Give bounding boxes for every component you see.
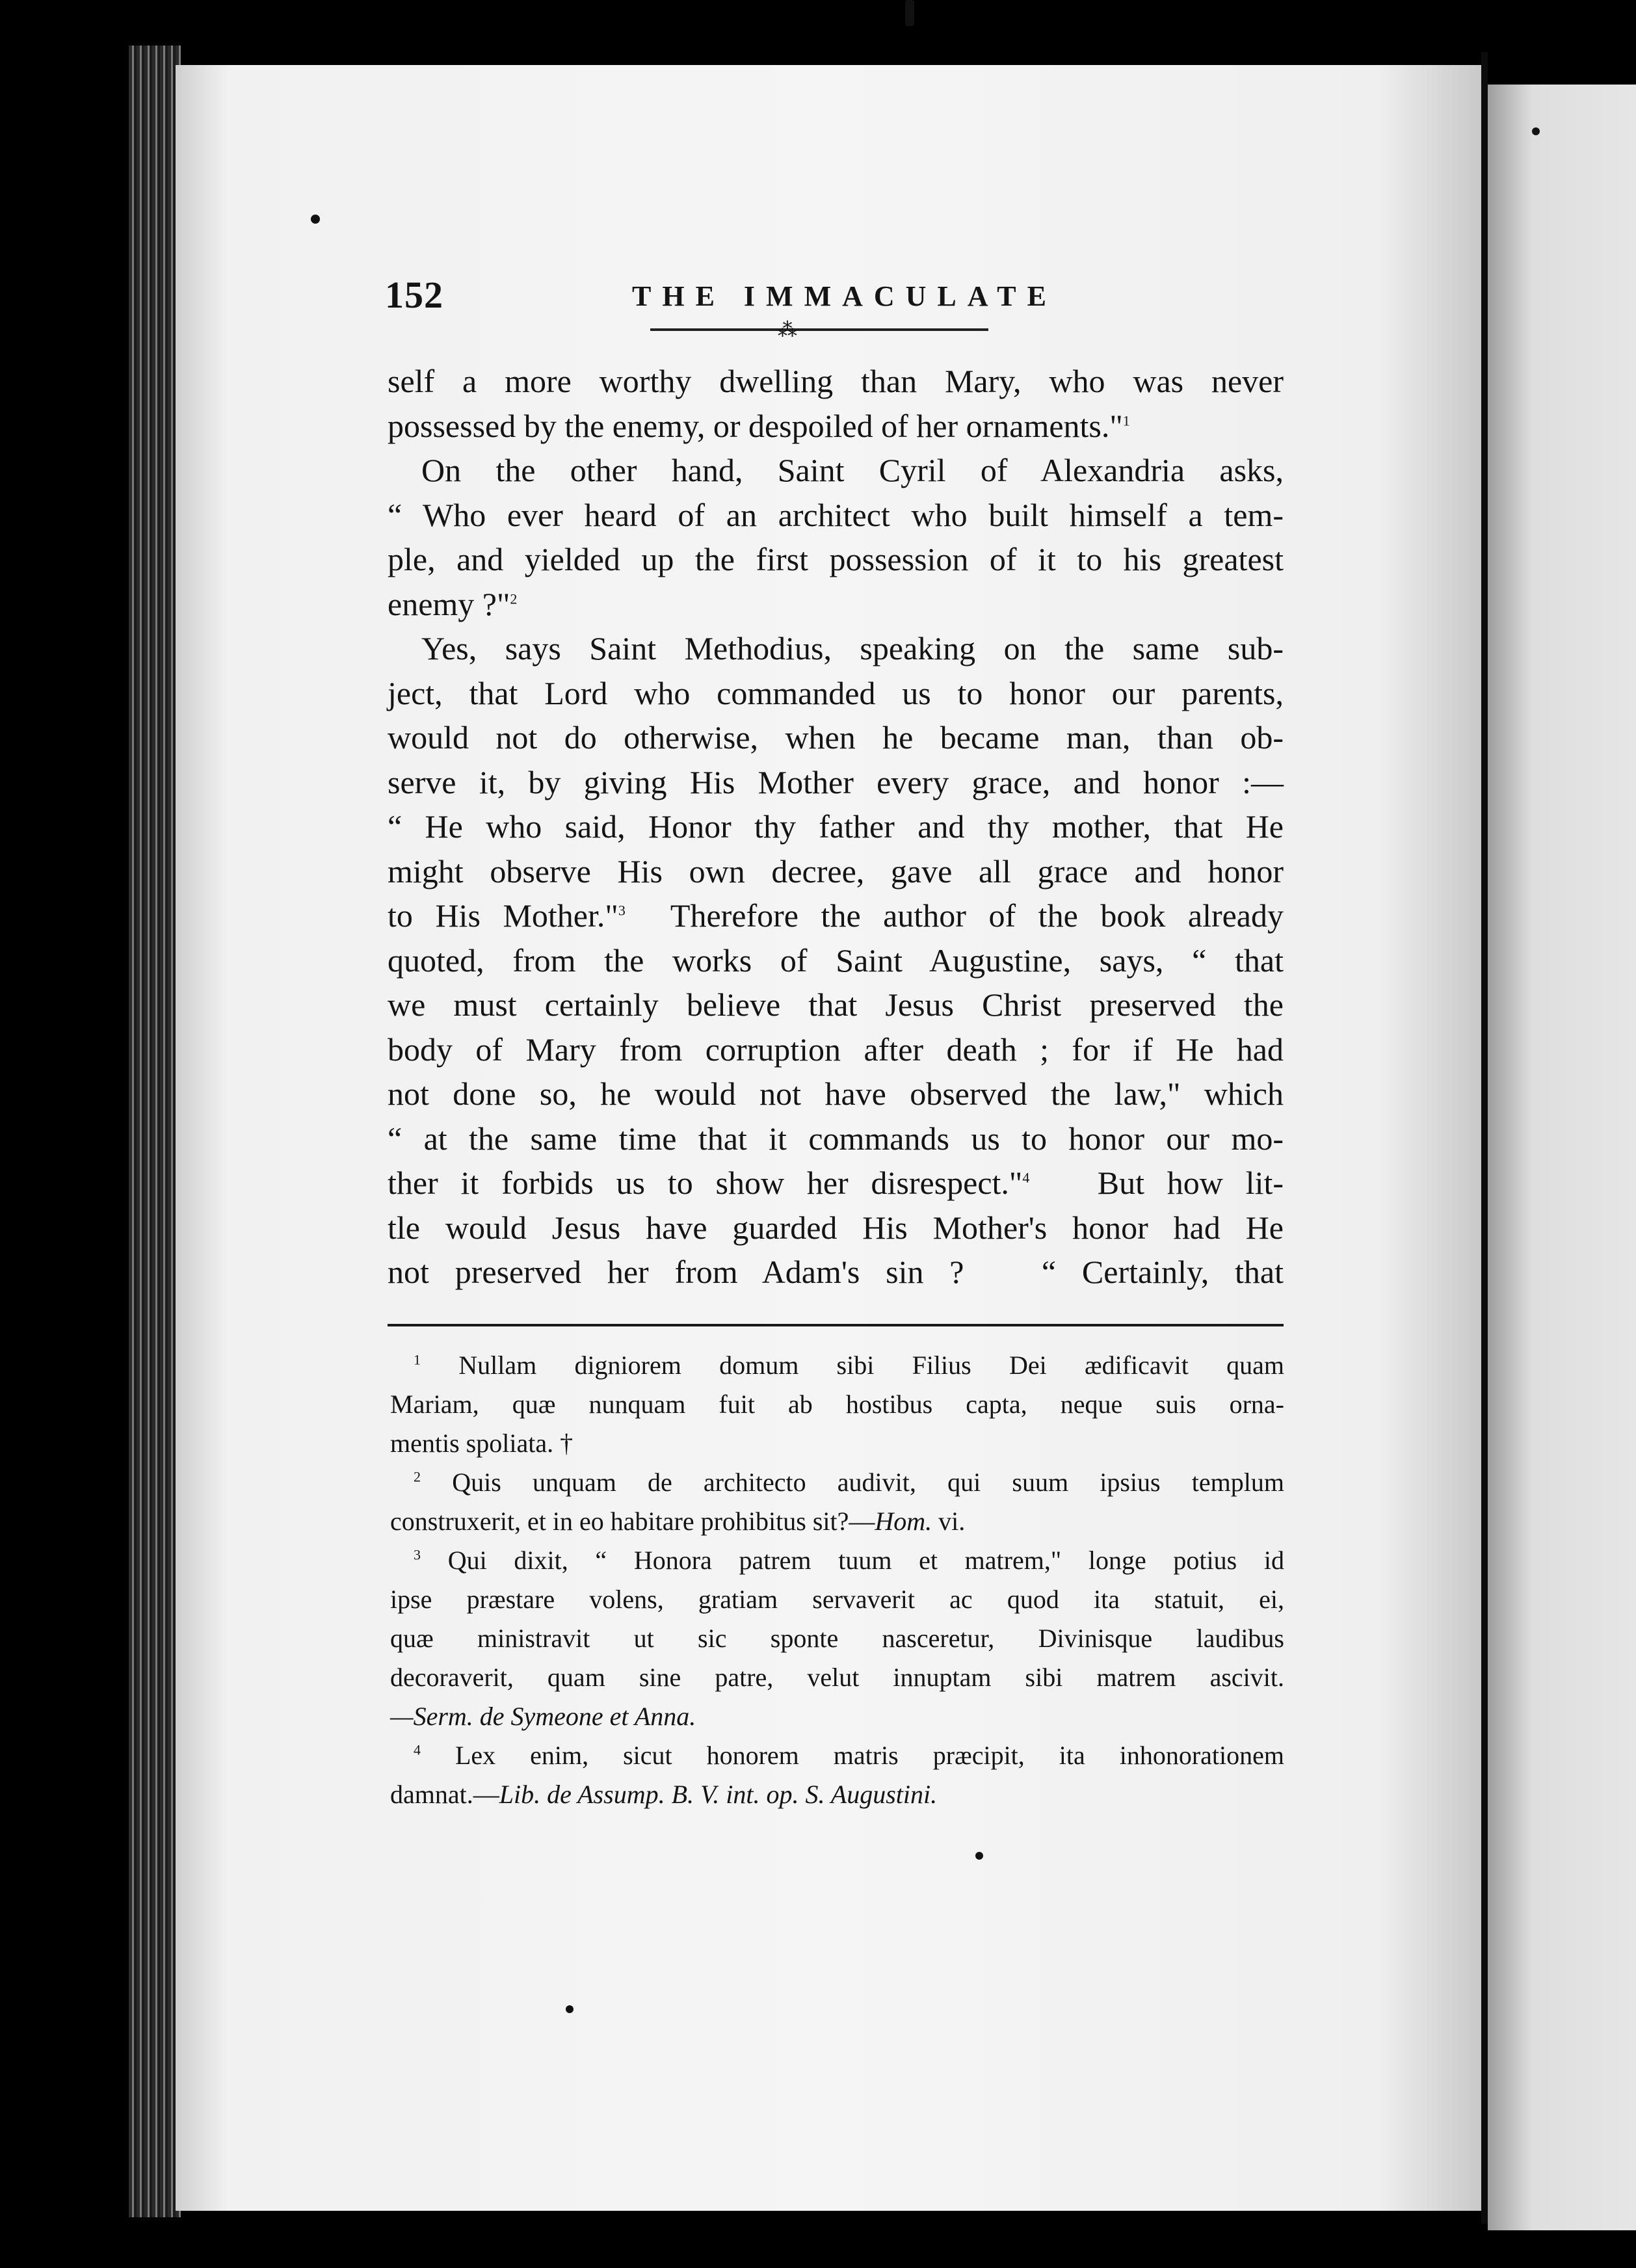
text-line: serve it, by giving His Mother every grace, and honor :— [388, 763, 1284, 800]
text-line: tle would Jesus have guarded His Mother's honor had He [388, 1209, 1284, 1246]
footnote-line: damnat.—Lib. de Assump. B. V. int. op. S. Augustini. [390, 1780, 938, 1809]
text-line: On the other hand, Saint Cyril of Alexandria asks, [421, 452, 1284, 488]
text-line: “ He who said, Honor thy father and thy mother, that He [388, 808, 1284, 845]
text-line: might observe His own decree, gave all grace and honor [388, 852, 1284, 890]
page-number: 152 [385, 274, 443, 316]
footnote-number: 1 [414, 1351, 421, 1368]
text-line: body of Mary from corruption after death ; for if He had [388, 1031, 1284, 1068]
header-ornament: ⁂ [778, 319, 797, 341]
running-head: THE IMMACULATE [632, 280, 1057, 312]
footnote-source: Hom. [875, 1507, 932, 1536]
note-mark: 1 [1122, 412, 1130, 429]
book-gutter [1481, 52, 1488, 2224]
footnote-line: construxerit, et in eo habitare prohibitus sit?—Hom. vi. [390, 1507, 966, 1536]
note-mark: 3 [618, 902, 626, 919]
text-line: to His Mother."$^3$ Therefore the author of the book already [388, 897, 1284, 934]
footnote-number: 4 [414, 1741, 421, 1758]
footnote-1: $^1$ Nullam digniorem domum sibi Filius Dei ædificavit quam [414, 1351, 1284, 1380]
text-line: quoted, from the works of Saint Augustine, says, “ that [388, 942, 1284, 979]
page-header [385, 273, 1282, 325]
text-line: we must certainly believe that Jesus Christ preserved the [388, 986, 1284, 1023]
footnote-line: Mariam, quæ nunquam fuit ab hostibus capta, neque suis orna- [390, 1390, 1284, 1419]
header-rule [650, 328, 988, 331]
ink-speck [975, 1852, 983, 1860]
note-mark: 2 [510, 590, 518, 607]
text-line: possessed by the enemy, or despoiled of her ornaments."$^1$ [388, 407, 1130, 444]
text-line: Yes, says Saint Methodius, speaking on the same sub- [421, 630, 1284, 666]
book-page-edges [129, 46, 181, 2217]
text-line: not preserved her from Adam's sin ? “ Certainly, that [388, 1254, 1284, 1290]
ink-speck [1532, 127, 1540, 135]
footnote-line [390, 1697, 1284, 1736]
footnote-source: Lib. de Assump. B. V. int. op. S. Augustini. [499, 1780, 938, 1809]
text-line: self a more worthy dwelling than Mary, who was never [388, 363, 1284, 399]
footnote-line: ipse præstare volens, gratiam servaverit ac quod ita statuit, ei, [390, 1585, 1284, 1614]
text-line: would not do otherwise, when he became man, than ob- [388, 719, 1284, 756]
text-line: enemy ?"$^2$ [388, 585, 518, 622]
text-line: ple, and yielded up the first possession of it to his greatest [388, 541, 1284, 577]
text-line: “ at the same time that it commands us to honor our mo- [388, 1120, 1284, 1157]
text-line: ther it forbids us to show her disrespect."$^4$ But how lit- [388, 1165, 1284, 1201]
text-line: not done so, he would not have observed the law," which [388, 1075, 1284, 1112]
note-mark: 4 [1022, 1169, 1030, 1186]
footnote-3: $^3$ Qui dixit, “ Honora patrem tuum et matrem," longe potius id [414, 1546, 1284, 1575]
footnote-number: 2 [414, 1468, 421, 1485]
footnote-line: quæ ministravit ut sic sponte nasceretur, Divinisque laudibus [390, 1624, 1284, 1653]
footnote-rule [388, 1324, 1284, 1326]
ink-speck [905, 0, 914, 26]
footnotes [390, 1346, 1284, 1814]
body-text [388, 359, 1284, 1295]
footnote-4: $^4$ Lex enim, sicut honorem matris præcipit, ita inhonorationem [414, 1741, 1284, 1770]
footnote-2: $^2$ Quis unquam de architecto audivit, qui suum ipsius templum [414, 1468, 1284, 1497]
footnote-line: mentis spoliata. † [390, 1429, 574, 1458]
facing-page-edge [1488, 85, 1636, 2230]
footnote-line: decoraverit, quam sine patre, velut innuptam sibi matrem ascivit. [390, 1663, 1284, 1692]
text-line: “ Who ever heard of an architect who built himself a tem- [388, 496, 1284, 533]
ink-speck [311, 215, 320, 224]
ink-speck [566, 2005, 574, 2013]
text-line: ject, that Lord who commanded us to honor our parents, [388, 674, 1284, 711]
footnote-number: 3 [414, 1546, 421, 1563]
footnote-source: —Serm. de Symeone et Anna. [390, 1702, 696, 1731]
